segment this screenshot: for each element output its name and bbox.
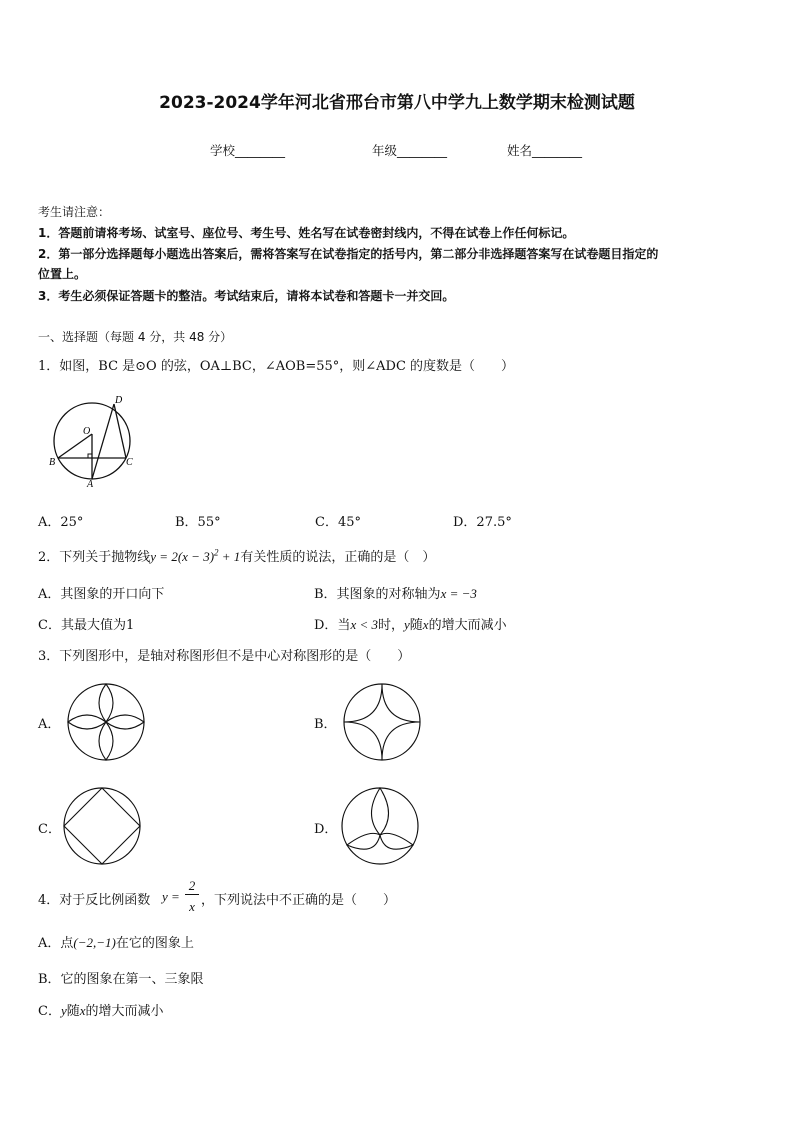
school-field: 学校________ — [210, 143, 286, 158]
q2-option-b-text: B．其图象的对称轴为 — [314, 587, 441, 602]
q4-option-c-tail: 的增大而减小 — [85, 1004, 164, 1019]
q4-numerator: 2 — [185, 878, 199, 895]
q2-option-d-c: 随 — [409, 618, 423, 633]
q1-option-c[interactable]: C．45° — [315, 515, 361, 530]
q2-option-c[interactable]: C．其最大值为1 — [38, 618, 135, 633]
q2-formula-exponent: 2 — [214, 547, 219, 558]
q3-option-a-label[interactable]: A． — [38, 717, 61, 732]
notice-item-2: 2．第一部分选择题每小题选出答案后，需将答案写在试卷指定的括号内，第二部分非选择题答案写在试卷题目指定的 — [38, 247, 659, 261]
q3-stem: 3．下列图形中，是轴对称图形但不是中心对称图形的是（ ） — [38, 649, 411, 664]
notice-heading: 考生请注意： — [38, 205, 111, 219]
q1-circle-figure — [46, 392, 146, 488]
q4-option-a-text: A．点 — [38, 936, 74, 951]
grade-field: 年级________ — [372, 143, 448, 158]
q4-option-a-tail: 在它的图象上 — [115, 936, 194, 951]
q1-stem: 1．如图，BC 是⊙O 的弦，OA⊥BC，∠AOB=55°，则∠ADC 的度数是（ ） — [38, 359, 515, 374]
q3-figure-d[interactable] — [339, 785, 421, 867]
q3-figure-a[interactable] — [65, 681, 147, 763]
q2-option-b[interactable] — [314, 583, 477, 602]
notice-item-2-cont: 位置上。 — [38, 267, 87, 281]
q4-option-c-y: y — [60, 1003, 67, 1018]
exam-title: 2023-2024学年河北省邢台市第八中学九上数学期末检测试题 — [159, 93, 635, 113]
q2-option-a[interactable]: A．其图象的开口向下 — [38, 587, 165, 602]
q2-prefix: 2．下列关于抛物线 — [38, 550, 151, 565]
name-field: 姓名________ — [507, 143, 583, 158]
q1-label-O: O — [83, 426, 91, 437]
q4-suffix: ，下列说法中不正确的是（ ） — [201, 893, 397, 908]
q1-label-C: C — [126, 457, 133, 468]
q4-prefix: 4．对于反比例函数 — [38, 893, 151, 908]
q4-option-c-x: x — [79, 1003, 86, 1018]
q1-option-b[interactable]: B．55° — [175, 515, 221, 530]
notice-item-1: 1．答题前请将考场、试室号、座位号、考生号、姓名写在试卷密封线内，不得在试卷上作任何标记。 — [38, 226, 575, 240]
q3-option-d-label[interactable]: D． — [314, 822, 338, 837]
q3-option-b-label[interactable]: B． — [314, 717, 337, 732]
q2-stem — [38, 546, 435, 565]
q4-option-c[interactable] — [38, 1000, 164, 1019]
q2-option-d-x: x — [422, 617, 429, 632]
q4-y: y = — [162, 889, 180, 904]
q4-option-c-text: C． — [38, 1004, 61, 1019]
q2-option-d-b: 时， — [377, 618, 404, 633]
section-heading: 一、选择题（每题 4 分，共 48 分） — [38, 330, 233, 344]
q1-option-d[interactable]: D．27.5° — [453, 515, 512, 530]
q2-option-d-a: D．当 — [314, 618, 351, 633]
q1-option-a[interactable]: A．25° — [38, 515, 84, 530]
q3-figure-c[interactable] — [61, 785, 143, 867]
q2-suffix: 有关性质的说法，正确的是（ ） — [240, 550, 436, 565]
q4-option-a[interactable] — [38, 932, 194, 951]
q1-label-D: D — [115, 395, 123, 406]
q2-option-d[interactable] — [314, 614, 507, 633]
q2-option-d-y: y — [404, 617, 410, 632]
q2-option-d-d: 的增大而减小 — [428, 618, 507, 633]
q4-option-a-math: (−2,−1) — [73, 935, 116, 950]
q2-formula-tail: + 1 — [218, 549, 241, 564]
q2-formula: y = 2(x − 3) — [150, 549, 215, 564]
q4-denominator: x — [189, 899, 195, 914]
q2-option-b-math: x = −3 — [440, 586, 477, 601]
q3-figure-b[interactable] — [341, 681, 423, 763]
q2-option-d-math: x < 3 — [350, 617, 378, 632]
q4-option-b[interactable]: B．它的图象在第一、三象限 — [38, 972, 204, 987]
q1-label-B: B — [49, 457, 56, 468]
q4-option-c-mid: 随 — [66, 1004, 80, 1019]
q1-label-A: A — [87, 479, 94, 488]
notice-item-3: 3．考生必须保证答题卡的整洁。考试结束后，请将本试卷和答题卡一并交回。 — [38, 289, 455, 303]
q3-option-c-label[interactable]: C． — [38, 822, 61, 837]
